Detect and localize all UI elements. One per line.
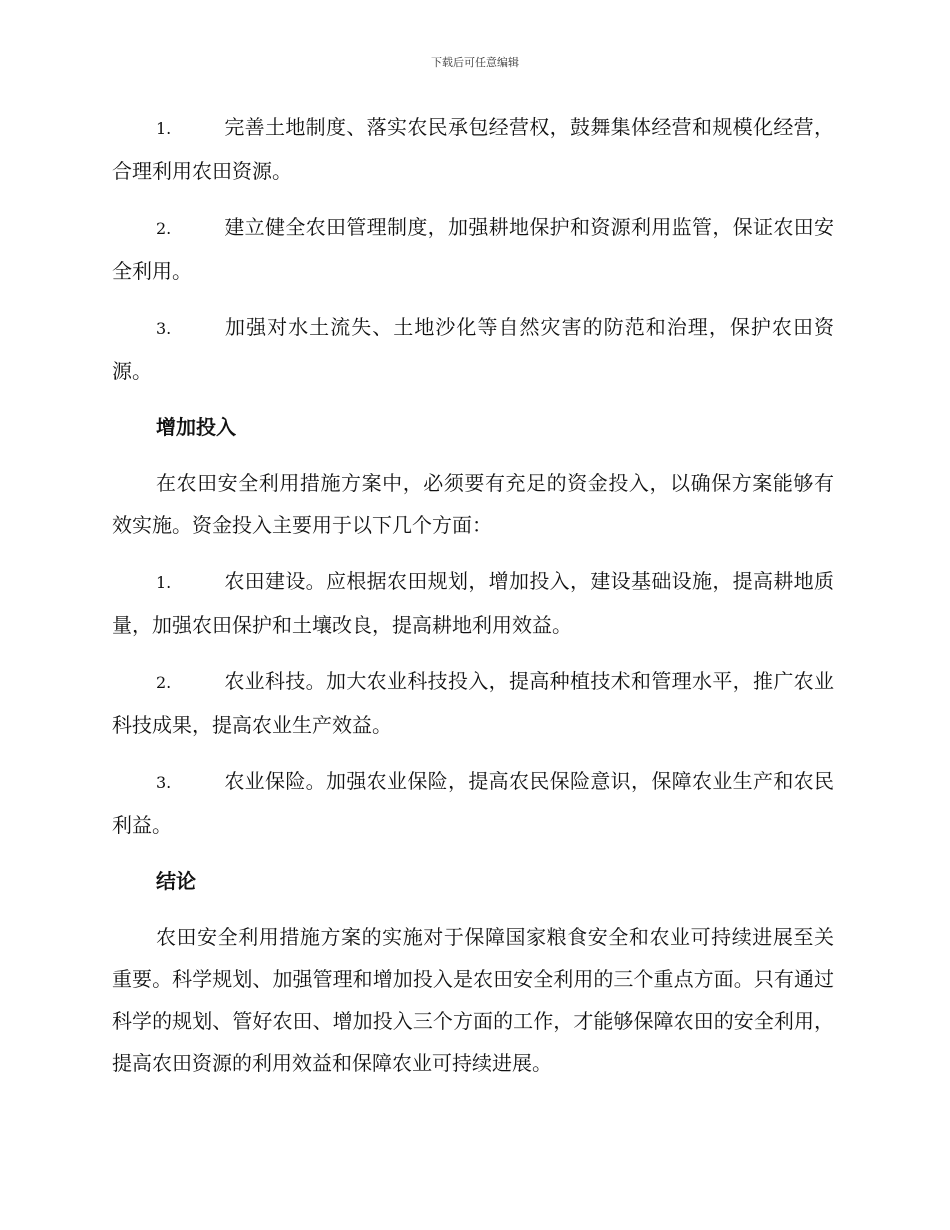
section-heading-conclusion: 结论 — [156, 869, 196, 893]
list-item — [112, 760, 834, 846]
list-text: 建立健全农田管理制度，加强耕地保护和资源利用监管，保证农田安全利用。 — [112, 215, 834, 283]
list-item — [112, 306, 834, 392]
list-text: 加强对水土流失、土地沙化等自然灾害的防范和治理，保护农田资源。 — [112, 315, 834, 383]
list-item — [112, 106, 834, 192]
list-text: 农业保险。加强农业保险，提高农民保险意识，保障农业生产和农民利益。 — [112, 769, 834, 837]
list-number: 2. — [156, 219, 172, 238]
list-number: 1. — [156, 119, 172, 138]
conclusion-text: 农田安全利用措施方案的实施对于保障国家粮食安全和农业可持续进展至关重要。科学规划、加强管理和增加投入是农田安全利用的三个重点方面。只有通过科学的规划、管好农田、增加投入三个方面的工作，才能够保障农田的安全利用，提高农田资源的利用效益和保障农业可持续进展。 — [112, 925, 834, 1075]
list-text: 完善土地制度、落实农民承包经营权，鼓舞集体经营和规模化经营，合理利用农田资源。 — [112, 115, 834, 183]
list-item — [112, 206, 834, 292]
list-number: 2. — [156, 673, 172, 692]
list-text: 农业科技。加大农业科技投入，提高种植技术和管理水平，推广农业科技成果，提高农业生产效益。 — [112, 669, 834, 737]
list-text: 农田建设。应根据农田规划，增加投入，建设基础设施，提高耕地质量，加强农田保护和土壤改良，提高耕地利用效益。 — [112, 569, 834, 637]
section-intro: 在农田安全利用措施方案中，必须要有充足的资金投入，以确保方案能够有效实施。资金投入主要用于以下几个方面： — [112, 471, 834, 537]
list-number: 1. — [156, 573, 172, 592]
list-item — [112, 560, 834, 646]
section-heading-invest: 增加投入 — [156, 415, 236, 439]
list-number: 3. — [156, 319, 172, 338]
list-item — [112, 660, 834, 746]
page-header: 下载后可任意编辑 — [431, 56, 519, 69]
list-number: 3. — [156, 773, 172, 792]
document-body — [112, 106, 834, 1098]
